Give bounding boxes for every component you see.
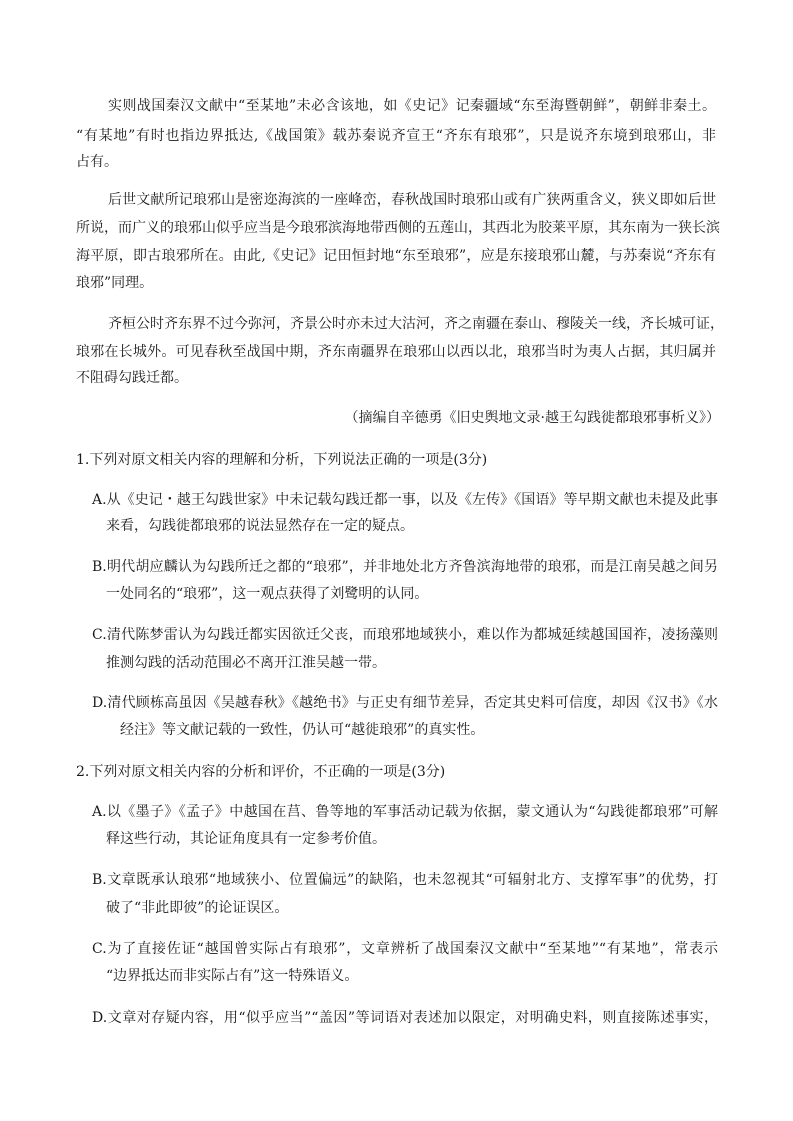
q1-option-b-line-1[interactable]: B.明代胡应麟认为勾践所迁之都的“琅邪”，并非地处北方齐鲁滨海地带的琅邪，而是江南吴越之间另 [92, 559, 718, 575]
passage-source: （摘编自辛德勇《旧史舆地文录·越王勾践徙都琅邪事析义》） [344, 410, 720, 426]
q2-option-b-line-1[interactable]: B.文章既承认琅邪“地域狭小、位置偏远”的缺陷，也未忽视其“可辐射北方、支撑军事”的优势，打 [92, 872, 718, 888]
passage-p2-line-3: 海平原，即古琅邪所在。由此,《史记》记田恒封地“东至琅邪”，应是东接琅邪山麓，与苏秦说“齐东有 [76, 248, 716, 264]
passage-p1-line-2: “有某地”有时也指边界抵达,《战国策》载苏秦说齐宣王“齐东有琅邪”，只是说齐东境到琅邪山，非 [76, 128, 716, 144]
q2-stem: 2.下列对原文相关内容的分析和评价，不正确的一项是(3分) [76, 764, 446, 780]
q1-option-c-line-1[interactable]: C.清代陈梦雷认为勾践迁都实因欲迁父丧，而琅邪地域狭小，难以作为都城延续越国国祚，凌扬藻则 [92, 627, 718, 643]
q1-stem: 1.下列对原文相关内容的理解和分析，下列说法正确的一项是(3分) [76, 452, 488, 468]
passage-p3-line-1: 齐桓公时齐东界不过今弥河，齐景公时亦未过大沽河，齐之南疆在泰山、穆陵关一线，齐长城可证， [108, 316, 724, 332]
q2-option-c-line-1[interactable]: C.为了直接佐证“越国曾实际占有琅邪”，文章辨析了战国秦汉文献中“至某地”“有某地”，常表示 [92, 941, 718, 957]
q2-option-a-line-1[interactable]: A.以《墨子》《孟子》中越国在莒、鲁等地的军事活动记载为依据，蒙文通认为“勾践徙都琅邪”可解 [92, 804, 718, 820]
q2-option-c-line-2: “边界抵达而非实际占有”这一特殊语义。 [106, 968, 359, 984]
passage-p2-line-1: 后世文献所记琅邪山是密迩海滨的一座峰峦，春秋战国时琅邪山或有广狭两重含义，狭义即如后世 [108, 192, 716, 208]
q2-option-a-line-2: 释这些行动，其论证角度具有一定参考价值。 [106, 831, 386, 847]
q1-option-d-line-1[interactable]: D.清代顾栋高虽因《吴越春秋》《越绝书》与正史有细节差异，否定其史料可信度，却因《汉书》《水 [92, 695, 718, 711]
passage-p1-line-1: 实则战国秦汉文献中“至某地”未必含该地，如《史记》记秦疆域“东至海暨朝鲜”，朝鲜非秦土。 [108, 98, 716, 114]
q1-option-c-line-2: 推测勾践的活动范围必不离开江淮吴越一带。 [106, 655, 386, 671]
passage-p1-line-3: 占有。 [76, 154, 118, 170]
passage-p3-line-2: 琅邪在长城外。可见春秋至战国中期，齐东南疆界在琅邪山以西以北，琅邪当时为夷人占据，其归属并 [76, 344, 716, 360]
q2-option-d-line-1[interactable]: D.文章对存疑内容，用“似乎应当”“盖因”等词语对表述加以限定，对明确史料，则直接陈述事实， [92, 1010, 718, 1026]
passage-p3-line-3: 不阻碍勾践迁都。 [76, 370, 188, 386]
q2-option-b-line-2: 破了“非此即彼”的论证误区。 [106, 900, 289, 916]
passage-p2-line-4: 琅邪”同理。 [76, 275, 154, 291]
q1-option-a-line-2: 来看，勾践徙都琅邪的说法显然存在一定的疑点。 [106, 518, 414, 534]
passage-p2-line-2: 所说，而广义的琅邪山似乎应当是今琅邪滨海地带西侧的五莲山，其西北为胶莱平原，其东南为一狭长滨 [76, 220, 720, 236]
q1-option-b-line-2: 一处同名的“琅邪”，这一观点获得了刘鹭明的认同。 [106, 586, 429, 602]
q1-option-a-line-1[interactable]: A.从《史记・越王勾践世家》中未记载勾践迁都一事，以及《左传》《国语》等早期文献也未提及此事 [92, 492, 718, 508]
q1-option-d-line-2: 经注》等文献记载的一致性，仍认可“越徙琅邪”的真实性。 [120, 722, 485, 738]
